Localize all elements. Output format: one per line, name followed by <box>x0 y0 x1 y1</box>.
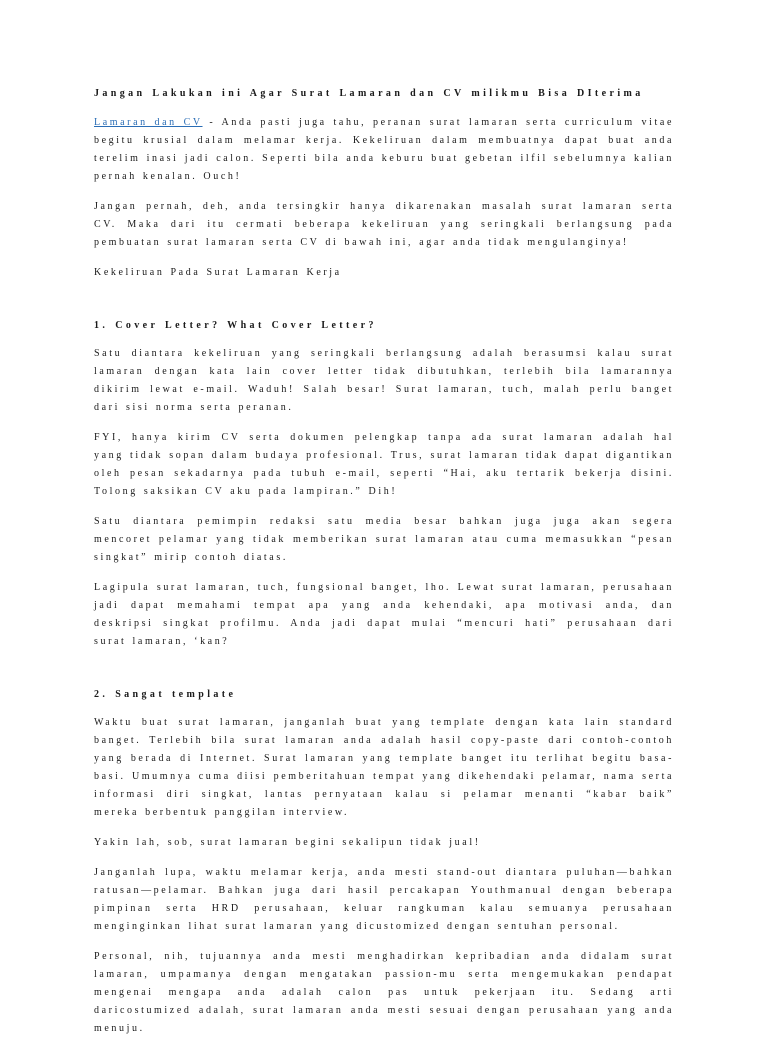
section-1-paragraph: FYI, hanya kirim CV serta dokumen pelengkap tanpa ada surat lamaran adalah hal yang tidak sopan dalam budaya profesional. Trus, surat lamaran tidak dapat digantikan oleh pesan sekadarnya pada tubuh e-mail, seperti “Hai, aku tertarik bekerja disini. Tolong saksikan CV aku pada lampiran.” Dih! <box>94 432 674 497</box>
lamaran-cv-link[interactable]: Lamaran dan CV <box>94 117 203 128</box>
article-title: Jangan Lakukan ini Agar Surat Lamaran dan CV milikmu Bisa DIterima <box>94 88 644 99</box>
section-heading-cover-letter: 1. Cover Letter? What Cover Letter? <box>94 320 377 331</box>
intro-paragraph-1-text: - Anda pasti juga tahu, peranan surat lamaran serta curriculum vitae begitu krusial dalam melamar kerja. Kekeliruan dalam membuatnya dapat buat anda terelim inasi jadi calon. Seperti bila anda keburu buat gebetan ilfil sebelumnya kalian pernah kenalan. Ouch! <box>94 117 674 182</box>
section-1-paragraph: Lagipula surat lamaran, tuch, fungsional banget, lho. Lewat surat lamaran, perusahaan jadi dapat memahami tempat apa yang anda kehendaki, apa motivasi anda, dan deskripsi singkat profilmu. Anda jadi dapat mulai “mencuri hati” perusahaan dari surat lamaran, ‘kan? <box>94 582 674 647</box>
section-2-paragraph: Personal, nih, tujuannya anda mesti menghadirkan kepribadian anda didalam surat lamaran, umpamanya dengan mengatakan passion-mu serta mengemukakan pendapat mengenai mengapa anda adalah calon pas untuk pekerjaan itu. Sedang arti daricostumized adalah, surat lamaran anda mesti sesuai dengan perusahaan yang anda menuju. <box>94 951 674 1034</box>
section-1-paragraph: Satu diantara pemimpin redaksi satu media besar bahkan juga juga akan segera mencoret pelamar yang tidak memberikan surat lamaran atau cuma memasukkan “pesan singkat” mirip contoh diatas. <box>94 516 674 563</box>
section-2-paragraph: Waktu buat surat lamaran, janganlah buat yang template dengan kata lain standard banget. Terlebih bila surat lamaran anda adalah hasil copy-paste dari contoh-contoh yang berada di Internet. Surat lamaran yang template banget itu terlihat begitu basa-basi. Umumnya cuma diisi pemberitahuan tempat yang dikehendaki pelamar, nama serta informasi diri singkat, lantas pernyataan kalau si pelamar menanti “kabar baik” mereka berbentuk panggilan interview. <box>94 717 674 818</box>
section-2-paragraph: Yakin lah, sob, surat lamaran begini sekalipun tidak jual! <box>94 837 481 848</box>
intro-paragraph-1 <box>94 114 674 186</box>
section-1-paragraph: Satu diantara kekeliruan yang seringkali berlangsung adalah berasumsi kalau surat lamaran dengan kata lain cover letter tidak dibutuhkan, terlebih bila lamarannya dikirim lewat e-mail. Waduh! Salah besar! Surat lamaran, tuch, malah perlu banget dari sisi norma serta peranan. <box>94 348 674 413</box>
intro-paragraph-2: Jangan pernah, deh, anda tersingkir hanya dikarenakan masalah surat lamaran serta CV. Maka dari itu cermati beberapa kekeliruan yang seringkali berlangsung pada pembuatan surat lamaran serta CV di bawah ini, agar anda tidak mengulanginya! <box>94 201 674 248</box>
section-heading-template: 2. Sangat template <box>94 689 237 700</box>
section-2-paragraph: Janganlah lupa, waktu melamar kerja, anda mesti stand-out diantara puluhan—bahkan ratusan—pelamar. Bahkan juga dari hasil percakapan Youthmanual dengan beberapa pimpinan serta HRD perusahaan, keluar rangkuman kalau semuanya perusahaan menginginkan lihat surat lamaran yang dicustomized dengan sentuhan personal. <box>94 867 674 932</box>
kekeliruan-subheading: Kekeliruan Pada Surat Lamaran Kerja <box>94 267 342 278</box>
